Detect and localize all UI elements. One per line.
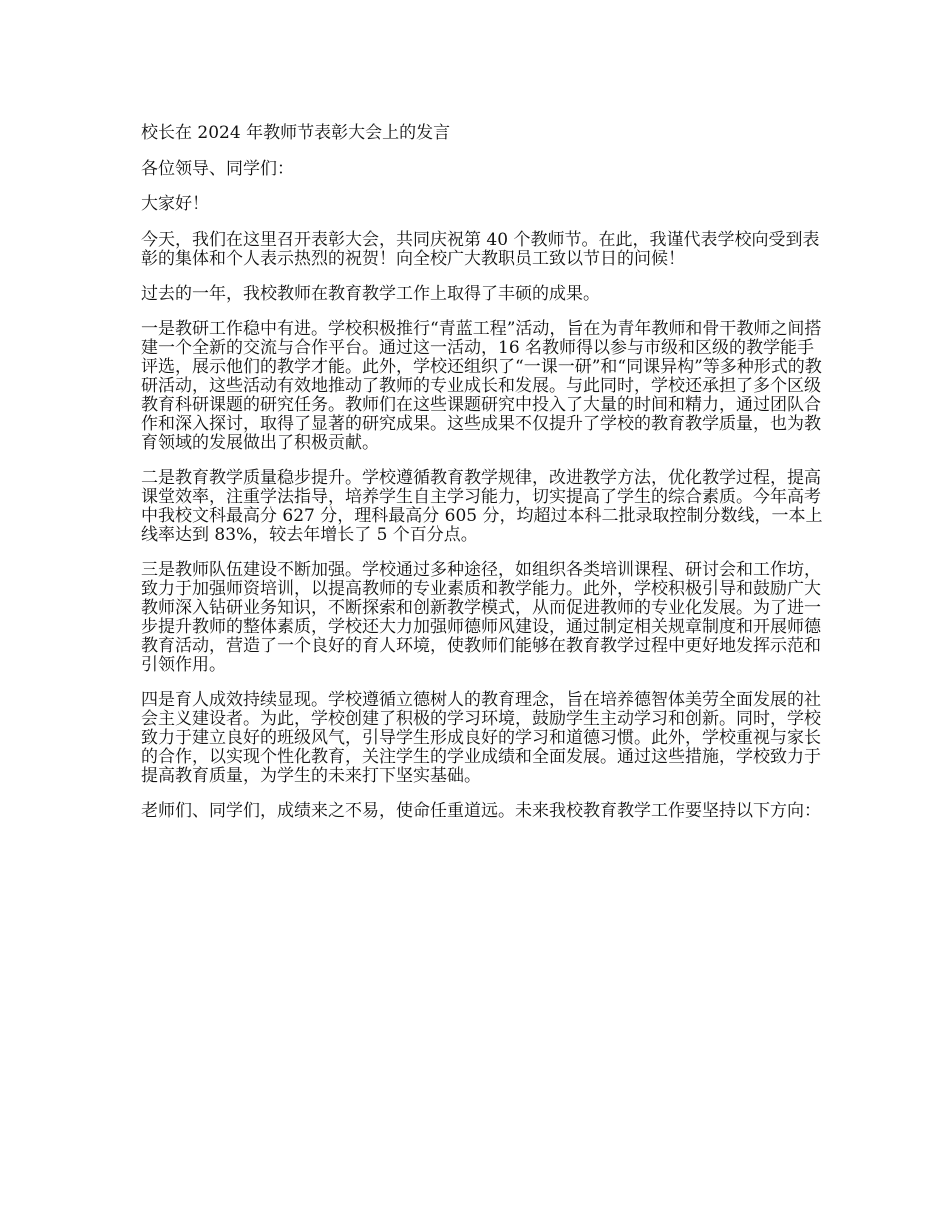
paragraph: 老师们、同学们，成绩来之不易，使命任重道远。未来我校教育教学工作要坚持以下方向：: [141, 801, 821, 821]
paragraph: 今天，我们在这里召开表彰大会，共同庆祝第 40 个教师节。在此，我谨代表学校向受到表彰的集体和个人表示热烈的祝贺！向全校广大教职员工致以节日的问候！: [141, 230, 820, 269]
paragraph: 二是教育教学质量稳步提升。学校遵循教育教学规律，改进教学方法，优化教学过程，提高课堂效率，注重学法指导，培养学生自主学习能力，切实提高了学生的综合素质。今年高考中我校文科最高分 627 分，理科最高分 605 分，均超过本科二批录取控制分数线，一本上线率达到 83%，较去年增长了 5 个百分点。: [141, 468, 823, 545]
greeting: 大家好！: [141, 194, 209, 214]
document-body: [141, 124, 831, 837]
paragraph: 过去的一年，我校教师在教育教学工作上取得了丰硕的成果。: [141, 284, 600, 304]
salutation: 各位领导、同学们：: [141, 159, 294, 179]
document-title: 校长在 2024 年教师节表彰大会上的发言: [141, 123, 451, 143]
paragraph: 四是育人成效持续显现。学校遵循立德树人的教育理念，旨在培养德智体美劳全面发展的社会主义建设者。为此，学校创建了积极的学习环境，鼓励学生主动学习和创新。同时，学校致力于建立良好的班级风气，引导学生形成良好的学习和道德习惯。此外，学校重视与家长的合作，以实现个性化教育，关注学生的学业成绩和全面发展。通过这些措施，学校致力于提高教育质量，为学生的未来打下坚实基础。: [141, 690, 821, 786]
paragraph: 一是教研工作稳中有进。学校积极推行“青蓝工程”活动，旨在为青年教师和骨干教师之间搭建一个全新的交流与合作平台。通过这一活动，16 名教师得以参与市级和区级的教学能手评选，展示他们的教学才能。此外，学校还组织了“一课一研”和“同课异构”等多种形式的教研活动，这些活动有效地推动了教师的专业成长和发展。与此同时，学校还承担了多个区级教育科研课题的研究任务。教师们在这些课题研究中投入了大量的时间和精力，通过团队合作和深入探讨，取得了显著的研究成果。这些成果不仅提升了学校的教育教学质量，也为教育领域的发展做出了积极贡献。: [141, 319, 822, 453]
paragraph: 三是教师队伍建设不断加强。学校通过多种途径，如组织各类培训课程、研讨会和工作坊，致力于加强师资培训，以提高教师的专业素质和教学能力。此外，学校积极引导和鼓励广大教师深入钻研业务知识，不断探索和创新教学模式，从而促进教师的专业化发展。为了进一步提升教师的整体素质，学校还大力加强师德师风建设，通过制定相关规章制度和开展师德教育活动，营造了一个良好的育人环境，使教师们能够在教育教学过程中更好地发挥示范和引领作用。: [141, 560, 821, 675]
